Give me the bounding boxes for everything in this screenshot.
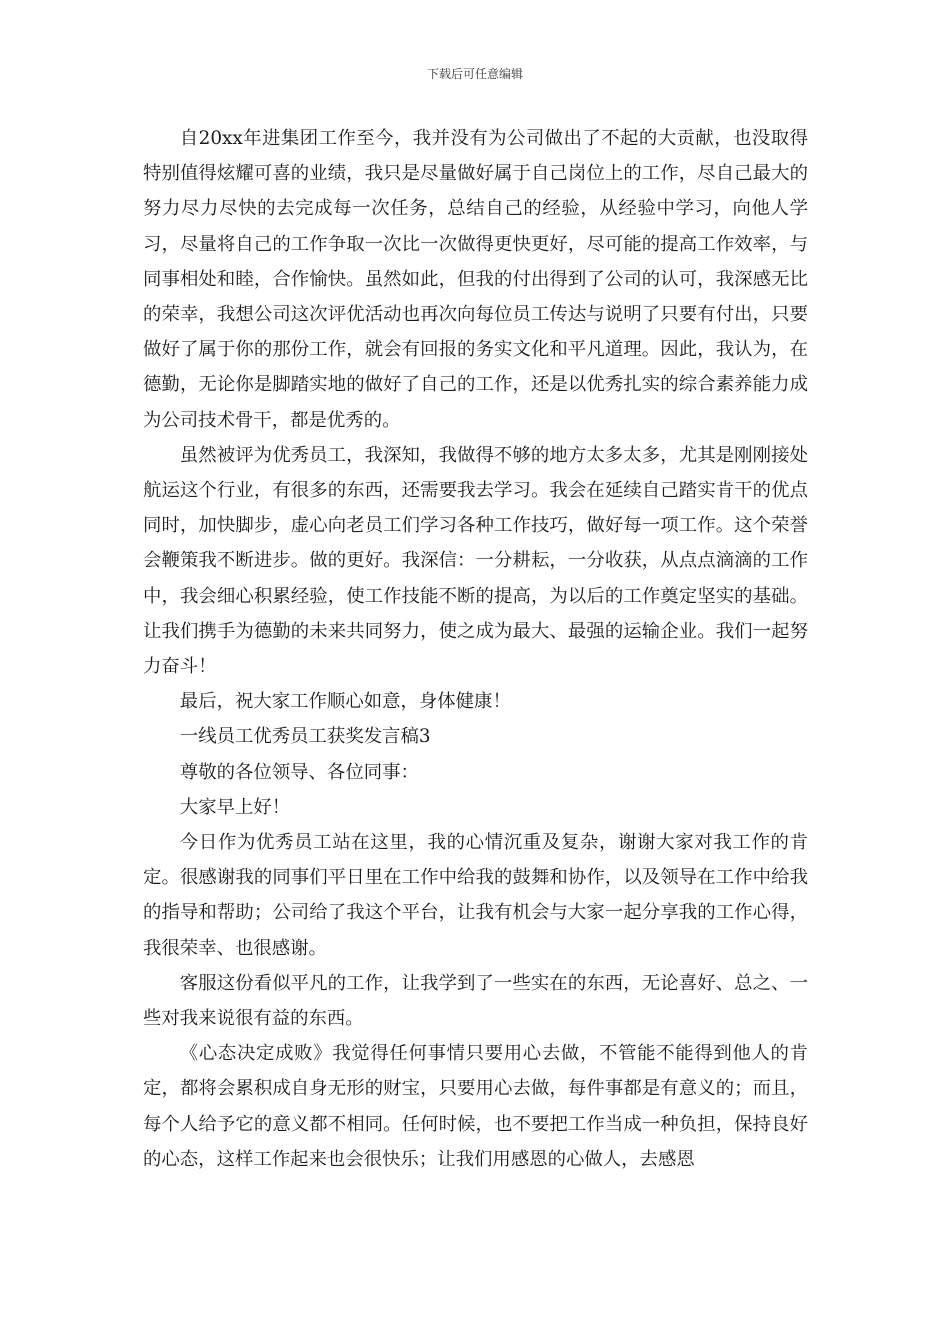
- salutation: 尊敬的各位领导、各位同事：: [179, 761, 419, 783]
- section-title: 一线员工优秀员工获奖发言稿3: [179, 726, 431, 748]
- greeting: 大家早上好！: [179, 796, 291, 818]
- paragraph: 自20xx年进集团工作至今，我并没有为公司做出了不起的大贡献，也没取得特别值得炫耀可喜的业绩，我只是尽量做好属于自己岗位上的工作，尽自己最大的努力尽力尽快的去完成每一次任务，总结自己的经验，从经验中学习，向他人学习，尽量将自己的工作争取一次比一次做得更快更好，尽可能的提高工作效率，与同事相处和睦，合作愉快。虽然如此，但我的付出得到了公司的认可，我深感无比的荣幸，我想公司这次评优活动也再次向每位员工传达与说明了只要有付出，只要做好了属于你的那份工作，就会有回报的务实文化和平凡道理。因此，我认为，在德勤，无论你是脚踏实地的做好了自己的工作，还是以优秀扎实的综合素养能力成为公司技术骨干，都是优秀的。: [143, 128, 808, 431]
- paragraph: 今日作为优秀员工站在这里，我的心情沉重及复杂，谢谢大家对我工作的肯定。很感谢我的同事们平日里在工作中给我的鼓舞和协作，以及领导在工作中给我的指导和帮助；公司给了我这个平台，让我有机会与大家一起分享我的工作心得，我很荣幸、也很感谢。: [143, 832, 808, 959]
- paragraph: 客服这份看似平凡的工作，让我学到了一些实在的东西，无论喜好、总之、一些对我来说很有益的东西。: [143, 972, 808, 1030]
- page-header: 下载后可任意编辑: [426, 67, 523, 81]
- document-body: [143, 121, 808, 1177]
- paragraph: 《心态决定成败》我觉得任何事情只要用心去做，不管能不能得到他人的肯定，都将会累积成自身无形的财宝，只要用心去做，每件事都是有意义的；而且，每个人给予它的意义都不相同。任何时候，也不要把工作当成一种负担，保持良好的心态，这样工作起来也会很快乐；让我们用感恩的心做人，去感恩: [143, 1043, 808, 1170]
- paragraph: 最后，祝大家工作顺心如意，身体健康！: [179, 691, 511, 713]
- paragraph: 虽然被评为优秀员工，我深知，我做得不够的地方太多太多，尤其是刚刚接处航运这个行业，有很多的东西，还需要我去学习。我会在延续自己踏实肯干的优点同时，加快脚步，虚心向老员工们学习各种工作技巧，做好每一项工作。这个荣誉会鞭策我不断进步。做的更好。我深信：一分耕耘，一分收获，从点点滴滴的工作中，我会细心积累经验，使工作技能不断的提高，为以后的工作奠定坚实的基础。让我们携手为德勤的未来共同努力，使之成为最大、最强的运输企业。我们一起努力奋斗！: [143, 444, 808, 678]
